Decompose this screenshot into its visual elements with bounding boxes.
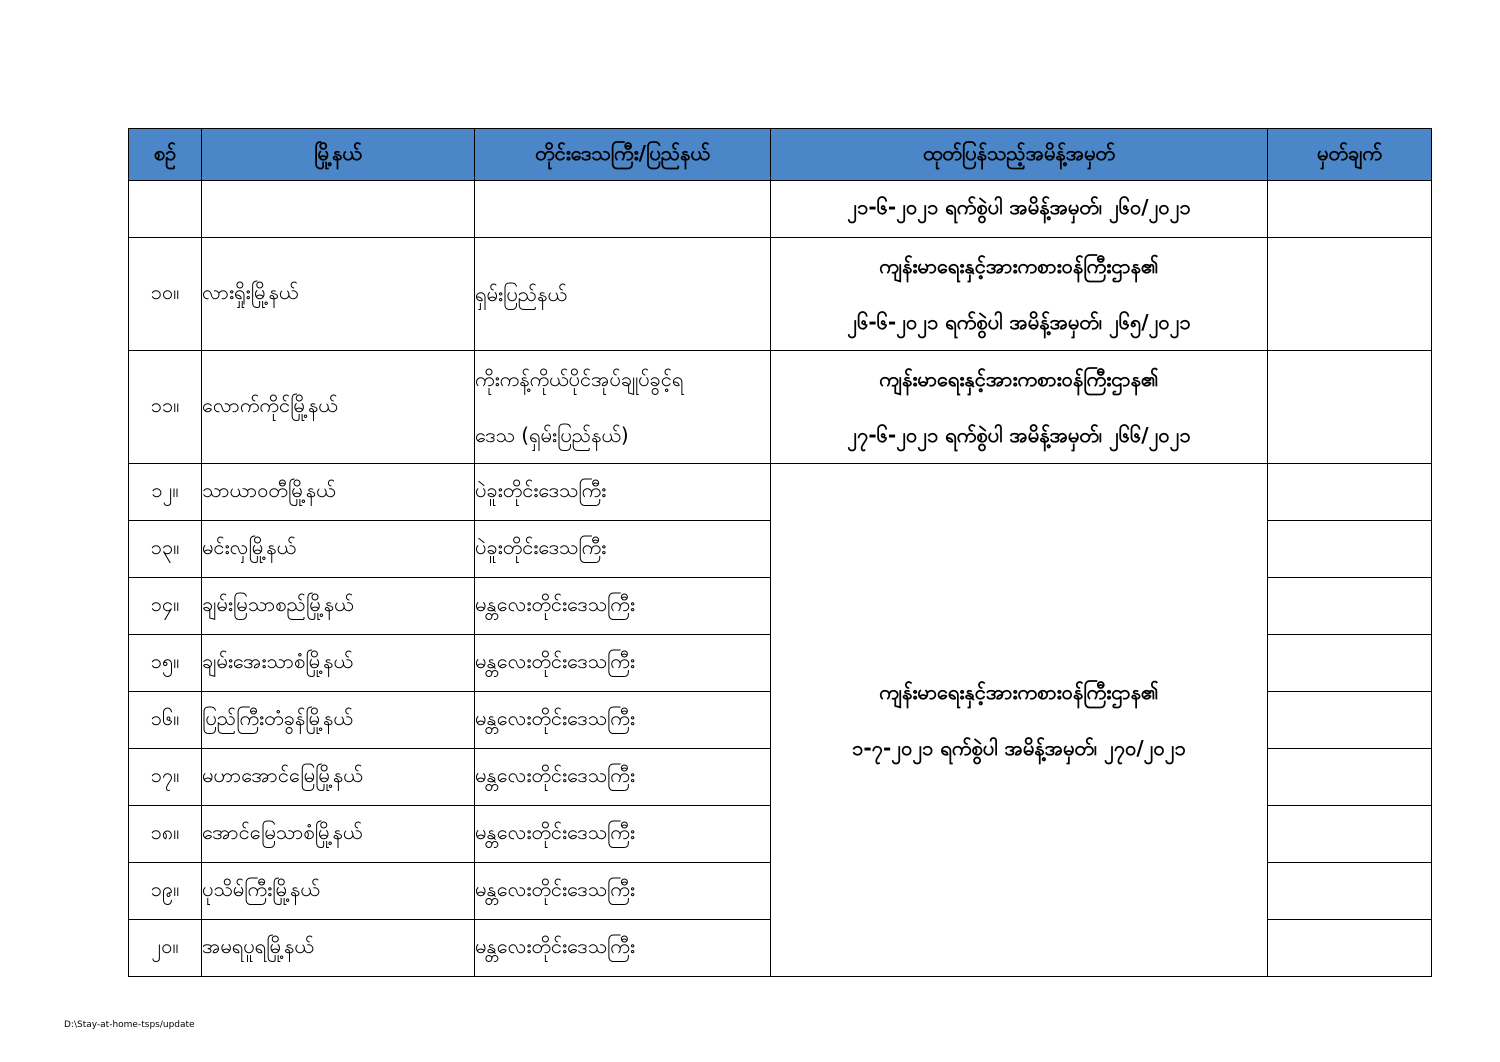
cell-region: မန္တလေးတိုင်းဒေသကြီး [475,578,771,635]
cell-remarks [1268,749,1432,806]
cell-township: ပုသိမ်ကြီးမြို့နယ် [202,863,475,920]
cell-no: ၁၅။ [129,635,202,692]
cell-order-merged [771,464,1268,977]
cell-region: မန္တလေးတိုင်းဒေသကြီး [475,863,771,920]
cell-township: မဟာအောင်မြေမြို့နယ် [202,749,475,806]
cell-remarks [1268,351,1432,464]
cell-township: အမရပူရမြို့နယ် [202,920,475,977]
cell-no: ၁၇။ [129,749,202,806]
cell-remarks [1268,521,1432,578]
cell-no: ၁၀။ [129,238,202,351]
order-line: ကျန်းမာရေးနှင့်အားကစားဝန်ကြီးဌာန၏ [879,680,1159,704]
cell-order [771,238,1268,351]
cell-township: မင်းလှမြို့နယ် [202,521,475,578]
order-table [128,128,1432,977]
header-township: မြို့နယ် [202,129,475,181]
region-line: ဒေသ (ရှမ်းပြည်နယ်) [475,423,629,447]
cell-no: ၁၄။ [129,578,202,635]
region-line: ကိုးကန့်ကိုယ်ပိုင်အုပ်ချုပ်ခွင့်ရ [475,367,684,391]
cell-remarks [1268,806,1432,863]
cell-no [129,181,202,238]
cell-region: ပဲခူးတိုင်းဒေသကြီး [475,464,771,521]
cell-order: ၂၁-၆-၂၀၂၁ ရက်စွဲပါ အမိန့်အမှတ်၊ ၂၆၀/၂၀၂၁ [771,181,1268,238]
cell-township: လောက်ကိုင်မြို့နယ် [202,351,475,464]
cell-remarks [1268,464,1432,521]
cell-region: မန္တလေးတိုင်းဒေသကြီး [475,806,771,863]
order-line: ၂၇-၆-၂၀၂၁ ရက်စွဲပါ အမိန့်အမှတ်၊ ၂၆၆/၂၀၂၁ [847,423,1191,447]
cell-no: ၁၉။ [129,863,202,920]
cell-township [202,181,475,238]
cell-remarks [1268,238,1432,351]
header-region: တိုင်းဒေသကြီး/ပြည်နယ် [475,129,771,181]
cell-region [475,181,771,238]
header-order: ထုတ်ပြန်သည့်အမိန့်အမှတ် [771,129,1268,181]
order-line: ကျန်းမာရေးနှင့်အားကစားဝန်ကြီးဌာန၏ [879,367,1159,391]
cell-township: အောင်မြေသာစံမြို့နယ် [202,806,475,863]
cell-township: ချမ်းမြသာစည်မြို့နယ် [202,578,475,635]
cell-remarks [1268,920,1432,977]
cell-no: ၁၁။ [129,351,202,464]
region-line: ရှမ်းပြည်နယ် [475,282,567,306]
cell-region [475,351,771,464]
cell-remarks [1268,181,1432,238]
cell-no: ၁၂။ [129,464,202,521]
table-row [129,181,1432,238]
cell-region: ပဲခူးတိုင်းဒေသကြီး [475,521,771,578]
table-row [129,351,1432,464]
cell-remarks [1268,692,1432,749]
cell-remarks [1268,863,1432,920]
header-no: စဉ် [129,129,202,181]
cell-no: ၁၈။ [129,806,202,863]
cell-township: ချမ်းအေးသာစံမြို့နယ် [202,635,475,692]
cell-region: မန္တလေးတိုင်းဒေသကြီး [475,635,771,692]
cell-township: လားရှိုးမြို့နယ် [202,238,475,351]
cell-remarks [1268,635,1432,692]
cell-no: ၂၀။ [129,920,202,977]
header-row [129,129,1432,181]
cell-region: မန္တလေးတိုင်းဒေသကြီး [475,749,771,806]
cell-remarks [1268,578,1432,635]
cell-order [771,351,1268,464]
footer-file-path: D:\Stay-at-home-tsps/update [64,1020,195,1030]
order-line: ၁-၇-၂၀၂၁ ရက်စွဲပါ အမိန့်အမှတ်၊ ၂၇၀/၂၀၂၁ [852,736,1186,760]
cell-township: ပြည်ကြီးတံခွန်မြို့နယ် [202,692,475,749]
header-remarks: မှတ်ချက် [1268,129,1432,181]
cell-no: ၁၃။ [129,521,202,578]
table-row [129,464,1432,521]
cell-region [475,238,771,351]
order-line: ကျန်းမာရေးနှင့်အားကစားဝန်ကြီးဌာန၏ [879,254,1159,278]
order-line: ၂၆-၆-၂၀၂၁ ရက်စွဲပါ အမိန့်အမှတ်၊ ၂၆၅/၂၀၂၁ [847,310,1191,334]
cell-no: ၁၆။ [129,692,202,749]
table-row [129,238,1432,351]
cell-region: မန္တလေးတိုင်းဒေသကြီး [475,692,771,749]
cell-township: သာယာဝတီမြို့နယ် [202,464,475,521]
cell-region: မန္တလေးတိုင်းဒေသကြီး [475,920,771,977]
